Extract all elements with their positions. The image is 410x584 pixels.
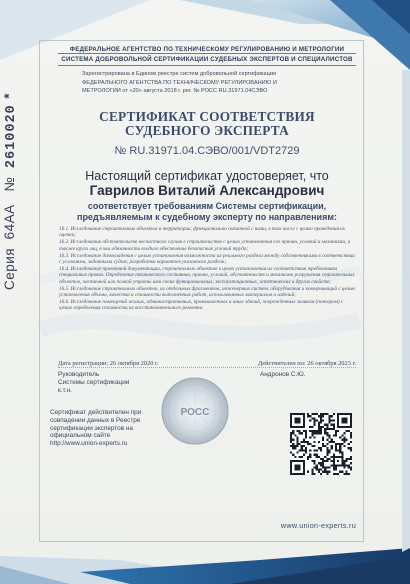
footer-website[interactable]: www.union-experts.ru	[280, 521, 356, 530]
validity-line: совпадении данных в Реестре	[50, 416, 141, 424]
org-line: Руководитель	[58, 371, 100, 378]
series-label: Серия	[2, 247, 17, 290]
registry-line: ФЕДЕРАЛЬНОГО АГЕНТСТВА ПО ТЕХНИЧЕСКОМУ РЕГУЛИРОВАНИЮ И	[82, 80, 277, 86]
number-sign: №	[2, 176, 17, 192]
area-item: 16.1. Исследование строительных объектов и территории, функционально связанной с ними, в том числе с целью проведения их оценки;	[59, 226, 346, 239]
area-item: 16.5. Исследование строительных объектов, их отдельных фрагментов, инженерных систем, оборудования и коммуникаций с целью установления объема, качества и стоимости выполненных работ, использованных материалов и изделий;	[59, 285, 356, 299]
area-item: 16.4. Исследование проектной документации, строительных объектов в целях установления их соответствия требованиям специальных правил. Определение технического состояния, причин, условий, обстоятельств и механизма разрушения строительных объектов, частичной или полной утраты ими своих функциональных, эксплуатационных, эстетических и других свойств;	[59, 265, 355, 285]
issue-date: Дата регистрации: 26 октября 2020 г.	[58, 360, 159, 367]
serial-star-icon: *	[4, 90, 19, 101]
signer-name: Андронов С.Ю.	[260, 371, 306, 378]
validity-link[interactable]: http://www.union-experts.ru	[50, 440, 128, 448]
area-item: 16.2. Исследование обстоятельств несчастного случая в строительстве с целью установления его причин, условий и механизма, а также круга лиц, в чьи обязанности входило обеспечение безопасных условий труда;	[59, 239, 351, 252]
validity-line: сертификации экспертов на	[50, 424, 133, 432]
area-item: 16.3. Исследование домовладения с целью установления возможности их реального раздела между собственниками в соответствии с условиями, заданными судом; разработка вариантов указанного раздела;	[59, 252, 355, 266]
org-line: Системы сертификации	[58, 379, 130, 386]
agency-header: ФЕДЕРАЛЬНОЕ АГЕНТСТВО ПО ТЕХНИЧЕСКОМУ РЕГУЛИРОВАНИЮ И МЕТРОЛОГИИ	[69, 46, 345, 53]
svg-text:РОСС: РОСС	[180, 407, 210, 418]
system-header: СИСТЕМА ДОБРОВОЛЬНОЙ СЕРТИФИКАЦИИ СУДЕБНЫХ ЭКСПЕРТОВ И СПЕЦИАЛИСТОВ	[61, 56, 353, 63]
dotted-divider	[58, 367, 356, 368]
conformity-text: предъявляемым к судебному эксперту по направлениям:	[77, 212, 337, 222]
series-code: 64АА	[2, 204, 17, 240]
registry-line: Зарегистрирована в Едином реестре систем добровольной сертификации	[82, 71, 277, 77]
certificate-reg-number: № RU.31971.04.СЭВО/001/VDT2729	[114, 145, 300, 157]
hologram-seal-icon	[160, 376, 230, 446]
serial-number	[2, 90, 42, 290]
validity-line: Сертификат действителен при	[50, 409, 142, 416]
org-line: к.т.н.	[58, 387, 72, 394]
area-item: 16.6. Исследование помещений жилых, административных, промышленных и иных зданий, поврежденных заливом (пожаром) с целью определения стоимости их восстановительного ремонта.	[59, 298, 344, 312]
qr-code-icon[interactable]	[290, 413, 352, 475]
valid-until-date: Действителен по: 26 октября 2023 г.	[257, 360, 356, 367]
expert-name: Гаврилов Виталий Александрович	[89, 183, 325, 198]
signatory-org	[58, 371, 129, 395]
validity-line: официальном сайте	[50, 432, 111, 440]
header-rule	[58, 53, 356, 54]
certificate-subtitle: СУДЕБНОГО ЭКСПЕРТА	[125, 123, 289, 138]
serial-digits: 2610020	[4, 104, 19, 169]
header-rule	[58, 65, 356, 66]
certifies-text: Настоящий сертификат удостоверяет, что	[85, 169, 329, 183]
certificate-title: СЕРТИФИКАТ СООТВЕТСТВИЯ	[99, 109, 315, 124]
conformity-text: соответствует требованиям Системы сертификации,	[87, 201, 327, 211]
expertise-areas	[59, 226, 356, 312]
registry-line: МЕТРОЛОГИИ от «20» августа 2018 г. рег. № РОСС RU.31971.04СЭВО	[82, 88, 268, 94]
validity-note	[50, 409, 150, 448]
